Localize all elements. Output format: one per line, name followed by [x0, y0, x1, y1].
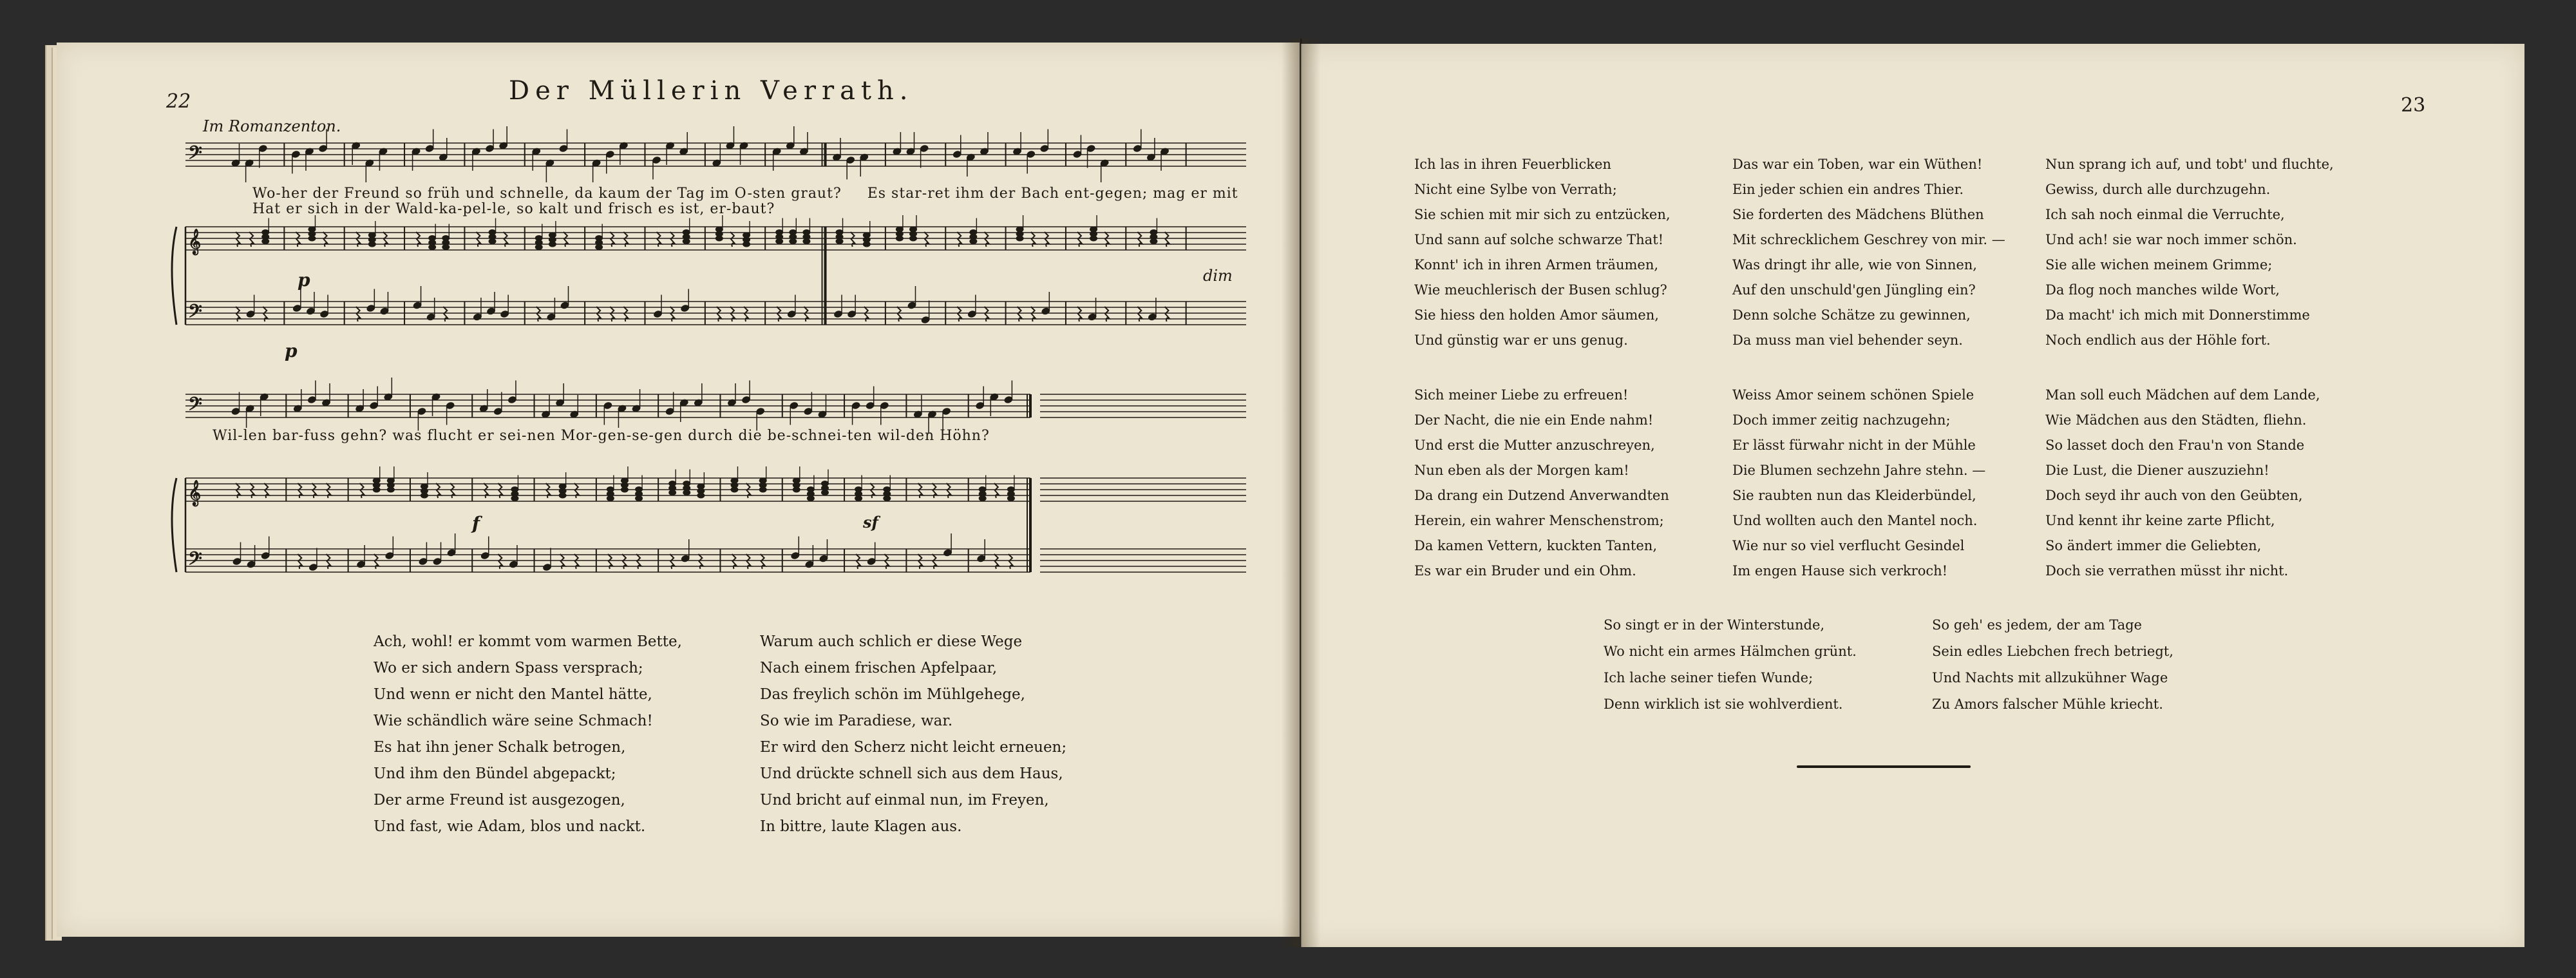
verse-line: Da kamen Vettern, kuckten Tanten,: [1414, 538, 1657, 553]
verse-line: In bittre, laute Klagen aus.: [760, 818, 962, 835]
chord-note: [387, 487, 394, 492]
chord-note: [910, 236, 917, 241]
chord-note: [442, 245, 450, 250]
verse-line: Konnt' ich in ihren Armen träumen,: [1414, 257, 1659, 273]
bass-clef-icon: 𝄢: [188, 301, 202, 327]
verse-line: So lasset doch den Frau'n von Stande: [2045, 437, 2305, 453]
verse-line: Nach einem frischen Apfelpaar,: [760, 660, 998, 676]
dynamic-dim: dim: [1203, 267, 1233, 285]
music-system-1-svg: [174, 129, 1249, 348]
verse-line: Es hat ihn jener Schalk betrogen,: [374, 739, 626, 756]
verse-line: Wie nur so viel verflucht Gesindel: [1732, 538, 1965, 553]
chord-note: [1090, 236, 1097, 241]
verse-line: Und ihm den Bündel abgepackt;: [374, 765, 616, 782]
chord-note: [368, 242, 375, 247]
verse-line: Da flog noch manches wilde Wort,: [2045, 282, 2280, 298]
verse-line: Mit schrecklichem Geschrey von mir. —: [1732, 232, 2005, 247]
verse-right-r2c1: [1414, 383, 1669, 584]
verse-line: Wie meuchlerisch der Busen schlug?: [1414, 282, 1667, 298]
chord-note: [790, 239, 797, 244]
verse-line: Doch seyd ihr auch von den Geübten,: [2045, 488, 2303, 503]
chord-note: [731, 487, 738, 492]
verse-line: Wo er sich andern Spass versprach;: [374, 660, 643, 676]
verse-line: Sie hiess den holden Amor säumen,: [1414, 307, 1659, 323]
treble-clef-icon: 𝄞: [188, 229, 202, 254]
verse-right-r3c1: [1604, 612, 1857, 718]
verse-line: Man soll euch Mädchen auf dem Lande,: [2045, 387, 2320, 403]
chord-note: [807, 496, 814, 501]
verse-line: So wie im Paradiese, war.: [760, 713, 953, 729]
verse-right-r1c3: [2045, 152, 2334, 353]
verse-right-r2c3: [2045, 383, 2320, 584]
right-page-number: 23: [2401, 94, 2426, 117]
verse-line: Und günstig war er uns genug.: [1414, 332, 1628, 348]
chord-note: [683, 490, 690, 495]
verse-line: Er wird den Scherz nicht leicht erneuen;: [760, 739, 1067, 756]
verse-line: Sie alle wichen meinem Grimme;: [2045, 257, 2273, 273]
verse-line: Sie schien mit mir sich zu entzücken,: [1414, 207, 1671, 222]
verse-line: Die Lust, die Diener auszuziehn!: [2045, 463, 2269, 478]
verse-line: Nun sprang ich auf, und tobt' und fluchte,: [2045, 157, 2334, 172]
verse-line: Da macht' ich mich mit Donnerstimme: [2045, 307, 2310, 323]
chord-note: [896, 236, 903, 241]
verse-right-r1c2: [1732, 152, 2005, 353]
verse-line: So ändert immer die Geliebten,: [2045, 538, 2262, 553]
verse-line: Ich las in ihren Feuerblicken: [1414, 157, 1611, 172]
chord-note: [759, 487, 766, 492]
verse-left-col2: [760, 629, 1066, 840]
bass-clef-icon: 𝄢: [188, 394, 202, 419]
verse-line: Wie schändlich wäre seine Schmach!: [374, 713, 653, 729]
empty-staff: [1040, 478, 1246, 501]
chord-note: [1016, 236, 1023, 241]
chord-note: [743, 242, 750, 247]
verse-left-col1: [374, 629, 682, 840]
verse-line: Doch sie verrathen müsst ihr nicht.: [2045, 563, 2289, 579]
verse-line: Die Blumen sechzehn Jahre stehn. —: [1732, 463, 1986, 478]
verse-line: Denn wirklich ist sie wohlverdient.: [1604, 696, 1843, 712]
chord-note: [596, 245, 603, 250]
chord-note: [715, 236, 723, 241]
page-title: Der Müllerin Verrath.: [509, 76, 914, 106]
chord-note: [429, 245, 436, 250]
verse-line: Noch endlich aus der Höhle fort.: [2045, 332, 2271, 348]
dynamic-piano-bass: p: [285, 340, 298, 361]
verse-line: Herein, ein wahrer Menschenstrom;: [1414, 513, 1664, 528]
verse-line: Und wenn er nicht den Mantel hätte,: [374, 686, 652, 703]
verse-line: Doch immer zeitig nachzugehn;: [1732, 412, 1951, 428]
system1-lyric-line1: Wo-her der Freund so früh und schnelle, da kaum der Tag im O-sten graut? Es star-ret ihm der Bach ent-gegen; mag er mit: [252, 186, 1238, 202]
book-gutter: [1282, 39, 1320, 947]
chord-note: [803, 239, 810, 244]
chord-note: [489, 239, 496, 244]
verse-line: Er lässt fürwahr nicht in der Mühle: [1732, 437, 1976, 453]
verse-line: Wo nicht ein armes Hälmchen grünt.: [1604, 644, 1857, 659]
bass-clef-icon: 𝄢: [188, 142, 202, 168]
chord-note: [1150, 239, 1157, 244]
verse-line: Und erst die Mutter anzuschreyen,: [1414, 437, 1655, 453]
chord-note: [970, 239, 977, 244]
treble-clef-icon: 𝄞: [188, 480, 202, 506]
music-system-2: [174, 380, 1249, 593]
chord-note: [697, 493, 705, 498]
verse-line: So geh' es jedem, der am Tage: [1932, 617, 2142, 633]
verse-line: Ich lache seiner tiefen Wunde;: [1604, 670, 1814, 686]
verse-line: Auf den unschuld'gen Jüngling ein?: [1732, 282, 1976, 298]
closing-rule: [1797, 765, 1971, 768]
dynamic-sforzando: sf: [863, 513, 878, 532]
chord-note: [776, 239, 783, 244]
chord-note: [884, 496, 891, 501]
chord-note: [793, 487, 800, 492]
chord-note: [607, 496, 614, 501]
verse-line: Nun eben als der Morgen kam!: [1414, 463, 1629, 478]
verse-line: Das war ein Toben, war ein Wüthen!: [1732, 157, 1983, 172]
verse-line: Es war ein Bruder und ein Ohm.: [1414, 563, 1636, 579]
verse-line: Sein edles Liebchen frech betriegt,: [1932, 644, 2174, 659]
verse-line: Ach, wohl! er kommt vom warmen Bette,: [374, 633, 682, 650]
verse-line: Sie forderten des Mädchens Blüthen: [1732, 207, 1984, 222]
chord-note: [308, 236, 316, 241]
verse-line: Das freylich schön im Mühlgehege,: [760, 686, 1025, 703]
verse-line: Und bricht auf einmal nun, im Freyen,: [760, 792, 1049, 809]
verse-line: Der arme Freund ist ausgezogen,: [374, 792, 625, 809]
chord-note: [636, 496, 643, 501]
chord-note: [511, 496, 518, 501]
verse-line: Warum auch schlich er diese Wege: [760, 633, 1023, 650]
chord-note: [669, 490, 676, 495]
verse-line: Nicht eine Sylbe von Verrath;: [1414, 182, 1617, 197]
verse-line: Ich sah noch einmal die Verruchte,: [2045, 207, 2285, 222]
chord-note: [836, 239, 843, 244]
verse-right-r3c2: [1932, 612, 2174, 718]
verse-line: Im engen Hause sich verkroch!: [1732, 563, 1948, 579]
verse-line: Da drang ein Dutzend Anverwandten: [1414, 488, 1669, 503]
chord-note: [559, 493, 566, 498]
verse-line: Sich meiner Liebe zu erfreuen!: [1414, 387, 1629, 403]
bass-clef-icon: 𝄢: [188, 548, 202, 574]
verse-line: Der Nacht, die nie ein Ende nahm!: [1414, 412, 1654, 428]
verse-line: Denn solche Schätze zu gewinnen,: [1732, 307, 1971, 323]
empty-staff: [1040, 394, 1246, 417]
music-system-2-svg: [174, 380, 1249, 593]
music-system-1: [174, 129, 1249, 348]
system1-lyric-line2: Hat er sich in der Wald-ka-pel-le, so kalt und frisch es ist, er-baut?: [252, 201, 775, 217]
verse-line: Weiss Amor seinem schönen Spiele: [1732, 387, 1975, 403]
verse-line: Und drückte schnell sich aus dem Haus,: [760, 765, 1063, 782]
verse-line: Wie Mädchen aus den Städten, fliehn.: [2045, 412, 2307, 428]
chord-note: [421, 493, 428, 498]
tempo-marking: Im Romanzenton.: [203, 117, 341, 135]
verse-line: Und ach! sie war noch immer schön.: [2045, 232, 2297, 247]
dynamic-piano: p: [298, 269, 310, 291]
verse-line: Da muss man viel behender seyn.: [1732, 332, 1963, 348]
verse-right-r2c2: [1732, 383, 1985, 584]
verse-line: Zu Amors falscher Mühle kriecht.: [1932, 696, 2163, 712]
dynamic-forte: f: [472, 513, 480, 534]
verse-line: Und kennt ihr keine zarte Pflicht,: [2045, 513, 2275, 528]
chord-note: [621, 487, 628, 492]
verse-line: Und fast, wie Adam, blos und nackt.: [374, 818, 646, 835]
verse-line: Gewiss, durch alle durchzugehn.: [2045, 182, 2271, 197]
empty-staff: [1040, 549, 1246, 572]
system2-lyric-line1: Wil-len bar-fuss gehn? was flucht er sei-nen Mor-gen-se-gen durch die be-schnei-ten wil-den Höhn?: [213, 428, 990, 444]
verse-line: Und wollten auch den Mantel noch.: [1732, 513, 1978, 528]
chord-note: [549, 242, 556, 247]
chord-note: [1007, 496, 1014, 501]
verse-line: Und Nachts mit allzukühner Wage: [1932, 670, 2168, 686]
verse-line: Sie raubten nun das Kleiderbündel,: [1732, 488, 1976, 503]
chord-note: [373, 487, 380, 492]
chord-note: [855, 496, 862, 501]
chord-note: [979, 496, 986, 501]
chord-note: [683, 239, 690, 244]
verse-line: Ein jeder schien ein andres Thier.: [1732, 182, 1964, 197]
verse-right-r1c1: [1414, 152, 1671, 353]
verse-line: Was dringt ihr alle, wie von Sinnen,: [1732, 257, 1977, 273]
verse-line: Und sann auf solche schwarze That!: [1414, 232, 1664, 247]
chord-note: [262, 239, 269, 244]
left-page-number: 22: [166, 90, 191, 113]
chord-note: [821, 490, 828, 495]
chord-note: [535, 245, 542, 250]
chord-note: [863, 242, 870, 247]
verse-line: So singt er in der Winterstunde,: [1604, 617, 1825, 633]
